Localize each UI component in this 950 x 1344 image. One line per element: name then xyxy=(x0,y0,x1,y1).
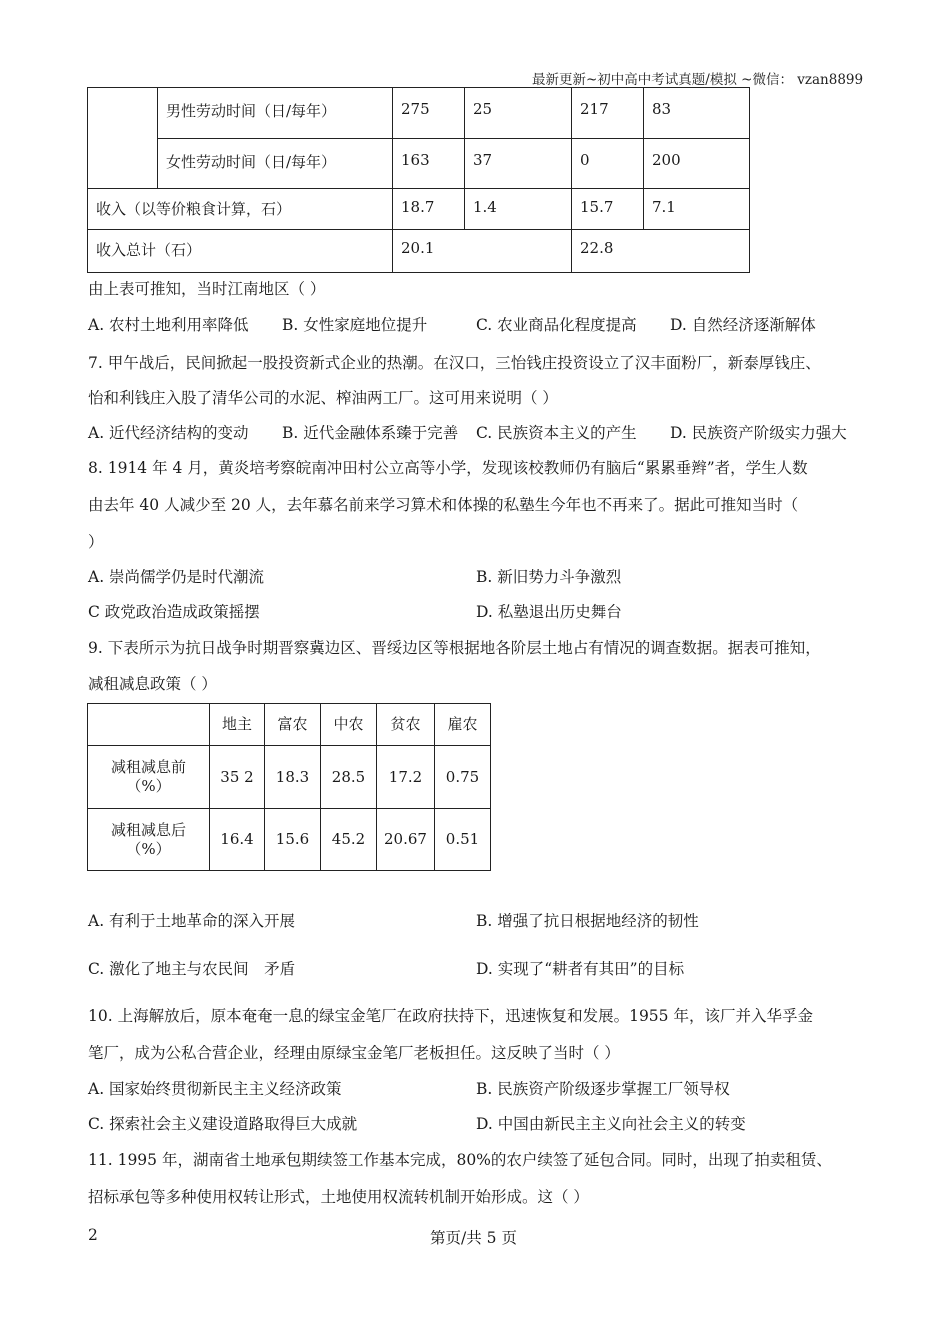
table-row xyxy=(88,746,491,809)
table-cell: 18.7 xyxy=(393,189,465,230)
table-header-cell: 中农 xyxy=(321,704,377,746)
table-cell: 16.4 xyxy=(210,809,265,871)
table-cell: 15.7 xyxy=(572,189,644,230)
table-cell: 28.5 xyxy=(321,746,377,809)
q8-stem-line2: 由去年 40 人减少至 20 人，去年慕名前来学习算术和体操的私塾生今年也不再来了。据此可推知当时（ xyxy=(88,496,799,514)
table-row xyxy=(88,189,750,230)
table-header-cell: 贫农 xyxy=(377,704,435,746)
q10-option-c: C. 探索社会主义建设道路取得巨大成就 xyxy=(88,1115,358,1133)
q9-option-b: B. 增强了抗日根据地经济的韧性 xyxy=(476,912,699,930)
q10-option-d: D. 中国由新民主主义向社会主义的转变 xyxy=(476,1115,746,1133)
q6-stem: 由上表可推知，当时江南地区（ ） xyxy=(88,280,326,298)
q10-option-a: A. 国家始终贯彻新民主主义经济政策 xyxy=(88,1080,342,1098)
table-cell: 17.2 xyxy=(377,746,435,809)
q7-stem-line1: 7. 甲午战后，民间掀起一股投资新式企业的热潮。在汉口，三怡钱庄投资设立了汉丰面粉厂，新泰厚钱庄、 xyxy=(88,354,821,372)
row-label-line1: 减租减息后 xyxy=(110,820,186,839)
row-label: 女性劳动时间（日/每年） xyxy=(158,139,393,189)
table-cell: 18.3 xyxy=(265,746,321,809)
table-cell: 0.51 xyxy=(435,809,491,871)
table-header-row xyxy=(88,704,491,746)
table-cell: 35 2 xyxy=(210,746,265,809)
q8-option-d: D. 私塾退出历史舞台 xyxy=(476,603,622,621)
table-cell: 20.1 xyxy=(393,230,572,273)
q8-stem-line1: 8. 1914 年 4 月，黄炎培考察皖南冲田村公立高等小学，发现该校教师仍有脑后“累累垂辫”者，学生人数 xyxy=(88,459,808,477)
q10-option-b: B. 民族资产阶级逐步掌握工厂领导权 xyxy=(476,1080,730,1098)
row-label: 收入（以等价粮食计算，石） xyxy=(88,189,393,230)
table-cell: 45.2 xyxy=(321,809,377,871)
q7-option-b: B. 近代金融体系臻于完善 xyxy=(282,424,459,442)
table-cell: 83 xyxy=(644,88,750,139)
land-ownership-table xyxy=(87,703,491,871)
q9-stem-line1: 9. 下表所示为抗日战争时期晋察冀边区、晋绥边区等根据地各阶层土地占有情况的调查数据。据表可推知， xyxy=(88,639,821,657)
q6-option-c: C. 农业商品化程度提高 xyxy=(476,316,637,334)
q6-option-a: A. 农村土地利用率降低 xyxy=(88,316,249,334)
table-cell: 200 xyxy=(644,139,750,189)
q10-stem-line1: 10. 上海解放后，原本奄奄一息的绿宝金笔厂在政府扶持下，迅速恢复和发展。1955 年，该厂并入华孚金 xyxy=(88,1007,813,1025)
q6-option-b: B. 女性家庭地位提升 xyxy=(282,316,428,334)
q8-option-b: B. 新旧势力斗争激烈 xyxy=(476,568,622,586)
table-header-cell: 雇农 xyxy=(435,704,491,746)
row-label: 收入总计（石） xyxy=(88,230,393,273)
table-cell: 0.75 xyxy=(435,746,491,809)
table-header-cell: 富农 xyxy=(265,704,321,746)
q9-option-a: A. 有利于土地革命的深入开展 xyxy=(88,912,296,930)
table-cell: 0 xyxy=(572,139,644,189)
table-cell: 22.8 xyxy=(572,230,750,273)
table-cell: 275 xyxy=(393,88,465,139)
table-row xyxy=(88,809,491,871)
q8-option-c: C 政党政治造成政策摇摆 xyxy=(88,603,260,621)
q11-stem-line2: 招标承包等多种使用权转让形式，土地使用权流转机制开始形成。这（ ） xyxy=(88,1188,589,1206)
q11-stem-line1: 11. 1995 年，湖南省土地承包期续签工作基本完成，80%的农户续签了延包合同。同时，出现了拍卖租赁、 xyxy=(88,1151,832,1169)
table-row xyxy=(88,139,750,189)
table-row xyxy=(88,88,750,139)
page-label: 第页/共 5 页 xyxy=(430,1229,517,1247)
page-number: 2 xyxy=(88,1226,98,1244)
table-cell: 1.4 xyxy=(465,189,572,230)
table-cell: 163 xyxy=(393,139,465,189)
table-cell: 25 xyxy=(465,88,572,139)
header-watermark-note: 最新更新~初中高中考试真题/模拟 ~微信： vzan8899 xyxy=(532,72,864,88)
labor-income-table xyxy=(87,87,750,273)
q7-option-c: C. 民族资本主义的产生 xyxy=(476,424,637,442)
table-cell: 7.1 xyxy=(644,189,750,230)
table-cell-empty xyxy=(88,88,158,189)
q7-option-a: A. 近代经济结构的变动 xyxy=(88,424,249,442)
q8-stem-line3: ） xyxy=(88,533,104,551)
row-label xyxy=(88,746,210,809)
row-label-line2: （%） xyxy=(126,777,171,795)
q6-option-d: D. 自然经济逐渐解体 xyxy=(670,316,816,334)
q9-option-c: C. 激化了地主与农民间 矛盾 xyxy=(88,960,296,978)
row-label: 男性劳动时间（日/每年） xyxy=(158,88,393,139)
table-header-cell: 地主 xyxy=(210,704,265,746)
row-label xyxy=(88,809,210,871)
table-cell: 37 xyxy=(465,139,572,189)
row-label-line1: 减租减息前 xyxy=(110,758,186,776)
table-row xyxy=(88,230,750,273)
row-label-line2: （%） xyxy=(126,839,171,858)
q7-stem-line2: 怡和利钱庄入股了清华公司的水泥、榨油两工厂。这可用来说明（ ） xyxy=(88,389,558,407)
table-cell: 15.6 xyxy=(265,809,321,871)
q8-option-a: A. 崇尚儒学仍是时代潮流 xyxy=(88,568,265,586)
q10-stem-line2: 笔厂，成为公私合营企业，经理由原绿宝金笔厂老板担任。这反映了当时（ ） xyxy=(88,1044,620,1062)
q9-stem-line2: 减租减息政策（ ） xyxy=(88,675,217,693)
table-cell: 20.67 xyxy=(377,809,435,871)
table-cell: 217 xyxy=(572,88,644,139)
q7-option-d: D. 民族资产阶级实力强大 xyxy=(670,424,847,442)
table-header-cell xyxy=(88,704,210,746)
q9-option-d: D. 实现了“耕者有其田”的目标 xyxy=(476,960,685,978)
